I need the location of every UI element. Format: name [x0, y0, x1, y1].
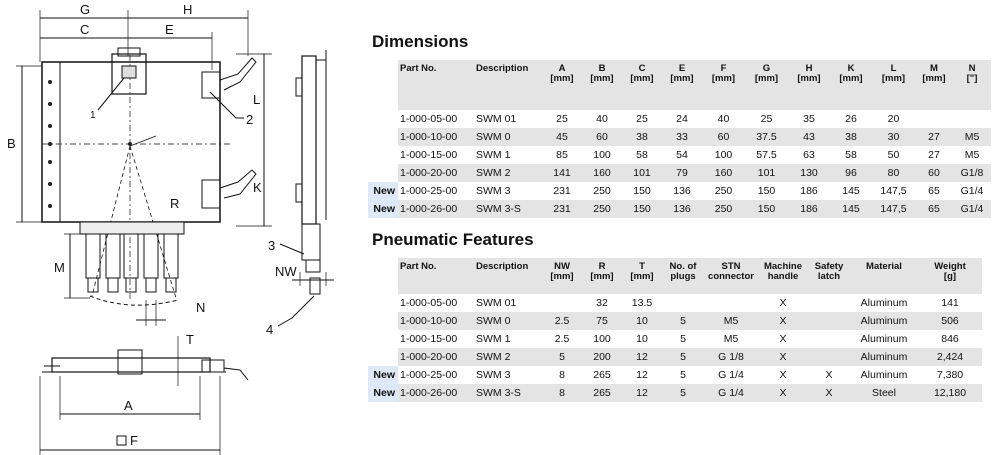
- value-cell: 65: [928, 185, 940, 197]
- column-header: C [mm]: [630, 63, 654, 84]
- value-cell: 101: [757, 167, 776, 179]
- table-row: [368, 164, 991, 182]
- value-cell: M5: [723, 333, 739, 345]
- part-number-cell: 1-000-10-00: [400, 131, 458, 143]
- table-row: [368, 330, 982, 348]
- column-header: A [mm]: [550, 63, 574, 84]
- dimensions-title: Dimensions: [372, 32, 469, 51]
- description-cell: SWM 2: [476, 167, 511, 179]
- label-n: N: [196, 300, 206, 315]
- column-header: E [mm]: [670, 63, 694, 84]
- value-cell: 25: [760, 113, 773, 125]
- value-cell: 100: [593, 149, 611, 161]
- value-cell: [808, 348, 850, 366]
- value-cell: 265: [593, 387, 611, 399]
- column-header: G [mm]: [754, 63, 779, 84]
- callout-2: [210, 92, 244, 118]
- value-cell: 231: [553, 203, 571, 215]
- dimensions-table: [368, 60, 991, 218]
- label-callout-4: 4: [266, 322, 274, 337]
- value-cell: 2.5: [554, 333, 570, 345]
- description-cell: SWM 0: [476, 315, 511, 327]
- value-cell: 250: [593, 203, 611, 215]
- value-cell: 136: [673, 185, 691, 197]
- table-row: [368, 110, 991, 128]
- part-number-cell: 1-000-25-00: [400, 185, 458, 197]
- value-cell: 100: [593, 333, 611, 345]
- value-cell: X: [779, 315, 787, 327]
- new-badge: [368, 330, 398, 348]
- new-badge: [368, 384, 398, 402]
- value-cell: 58: [636, 149, 648, 161]
- value-cell: 160: [714, 167, 733, 179]
- callout-3: [280, 244, 304, 254]
- value-cell: 13.5: [631, 297, 653, 309]
- description-cell: SWM 3: [476, 369, 511, 381]
- value-cell: 12: [636, 351, 648, 363]
- label-a: A: [124, 398, 133, 413]
- value-cell: 5: [680, 387, 686, 399]
- handle-top: [202, 72, 220, 98]
- value-cell: 30: [887, 131, 900, 143]
- part-number-cell: 1-000-05-00: [400, 297, 458, 309]
- header-spacer: [368, 60, 398, 110]
- label-g: G: [80, 2, 91, 17]
- value-cell: 265: [593, 369, 611, 381]
- value-cell: 10: [636, 333, 648, 345]
- column-header: B [mm]: [590, 63, 614, 84]
- new-badge-label: New: [373, 185, 395, 197]
- value-cell: 12,180: [933, 387, 967, 399]
- label-c: C: [80, 22, 90, 37]
- part-number-cell: 1-000-20-00: [400, 351, 458, 363]
- label-k: K: [253, 180, 262, 195]
- value-cell: 25: [636, 113, 648, 125]
- column-header: Part No.: [400, 261, 437, 272]
- value-cell: G 1/8: [718, 351, 744, 363]
- value-cell: 2.5: [554, 315, 570, 327]
- value-cell: 38: [845, 131, 857, 143]
- value-cell: 8: [559, 387, 565, 399]
- description-cell: SWM 2: [476, 351, 511, 363]
- value-cell: [915, 110, 953, 128]
- value-cell: 186: [800, 185, 818, 197]
- header-spacer: [368, 258, 398, 294]
- value-cell: Aluminum: [860, 297, 908, 309]
- label-h: H: [183, 2, 193, 17]
- value-cell: 40: [596, 113, 608, 125]
- value-cell: 75: [596, 315, 608, 327]
- value-cell: 5: [680, 315, 686, 327]
- value-cell: 60: [717, 131, 730, 143]
- value-cell: 54: [676, 149, 688, 161]
- value-cell: 25: [556, 113, 568, 125]
- column-header: Description: [476, 261, 529, 272]
- value-cell: 2,424: [936, 351, 964, 363]
- value-cell: 27: [928, 149, 940, 161]
- value-cell: 45: [556, 131, 568, 143]
- value-cell: 12: [636, 387, 648, 399]
- dimensions-header-row: [368, 60, 991, 110]
- value-cell: 38: [636, 131, 648, 143]
- part-number-cell: 1-000-15-00: [400, 149, 458, 161]
- part-number-cell: 1-000-05-00: [400, 113, 458, 125]
- label-e: E: [165, 22, 174, 37]
- value-cell: 50: [887, 149, 900, 161]
- value-cell: X: [825, 387, 833, 399]
- value-cell: 145: [842, 203, 860, 215]
- table-row: [368, 146, 991, 164]
- value-cell: 65: [928, 203, 940, 215]
- new-badge: [368, 200, 398, 218]
- label-m: M: [54, 260, 65, 275]
- part-number-cell: 1-000-10-00: [400, 315, 458, 327]
- value-cell: 136: [673, 203, 691, 215]
- value-cell: 5: [680, 333, 686, 345]
- value-cell: 101: [633, 167, 651, 179]
- column-header: Safety latch: [814, 261, 844, 282]
- column-header: F [mm]: [711, 63, 736, 84]
- value-cell: 100: [714, 149, 733, 161]
- column-header: Description: [476, 63, 529, 74]
- value-cell: 5: [680, 351, 686, 363]
- column-header: Part No.: [400, 63, 437, 74]
- plate-front-view: [42, 62, 220, 222]
- column-header: L [mm]: [881, 63, 906, 84]
- table-row: [368, 200, 991, 218]
- value-cell: 85: [556, 149, 568, 161]
- value-cell: [662, 294, 704, 312]
- table-row: [368, 294, 982, 312]
- description-cell: SWM 3: [476, 185, 511, 197]
- value-cell: 79: [676, 167, 688, 179]
- new-badge: [368, 294, 398, 312]
- part-number-cell: 1-000-26-00: [400, 387, 458, 399]
- column-header: Machine handle: [763, 261, 802, 282]
- label-l: L: [253, 92, 261, 107]
- label-f: F: [130, 433, 138, 448]
- square-symbol: [117, 436, 126, 445]
- value-cell: G 1/4: [718, 369, 744, 381]
- value-cell: 145: [842, 185, 860, 197]
- value-cell: 160: [593, 167, 611, 179]
- label-nw: NW: [275, 264, 297, 279]
- plug-row: [80, 222, 184, 292]
- value-cell: [808, 294, 850, 312]
- label-callout-3: 3: [268, 238, 276, 253]
- label-t: T: [186, 332, 194, 347]
- part-number-cell: 1-000-20-00: [400, 167, 458, 179]
- value-cell: 80: [887, 167, 900, 179]
- value-cell: 150: [757, 203, 776, 215]
- table-row: [368, 182, 991, 200]
- value-cell: G1/4: [960, 203, 984, 215]
- value-cell: 20: [887, 113, 900, 125]
- handle-bottom: [202, 180, 220, 208]
- value-cell: X: [779, 369, 787, 381]
- part-number-cell: 1-000-26-00: [400, 203, 458, 215]
- value-cell: 43: [803, 131, 815, 143]
- value-cell: Aluminum: [860, 351, 908, 363]
- value-cell: [542, 294, 582, 312]
- value-cell: 150: [757, 185, 776, 197]
- value-cell: X: [825, 369, 833, 381]
- value-cell: 37.5: [756, 131, 777, 143]
- column-header: Weight [g]: [934, 261, 966, 282]
- value-cell: 33: [676, 131, 688, 143]
- value-cell: X: [779, 351, 787, 363]
- new-badge: [368, 128, 398, 146]
- value-cell: 57.5: [756, 149, 777, 161]
- value-cell: Aluminum: [860, 369, 908, 381]
- value-cell: 5: [559, 351, 565, 363]
- value-cell: 26: [845, 113, 857, 125]
- column-header: Material: [866, 261, 902, 272]
- value-cell: 7,380: [936, 369, 964, 381]
- value-cell: 147,5: [880, 185, 907, 197]
- column-header: K [mm]: [839, 63, 863, 84]
- technical-drawing: [0, 0, 360, 455]
- value-cell: M5: [964, 131, 980, 143]
- column-header: H [mm]: [797, 63, 821, 84]
- value-cell: 250: [714, 203, 733, 215]
- description-cell: SWM 0: [476, 131, 511, 143]
- label-r: R: [170, 196, 180, 211]
- description-cell: SWM 01: [476, 297, 517, 309]
- table-row: [368, 312, 982, 330]
- value-cell: G 1/4: [718, 387, 744, 399]
- value-cell: [704, 294, 758, 312]
- column-header: T [mm]: [630, 261, 654, 282]
- description-cell: SWM 3-S: [476, 387, 521, 399]
- plate-side-view: [302, 56, 316, 224]
- new-badge-label: New: [373, 387, 395, 399]
- value-cell: 60: [928, 167, 940, 179]
- value-cell: 5: [680, 369, 686, 381]
- pneumatic-title: Pneumatic Features: [372, 230, 534, 249]
- table-row: [368, 128, 991, 146]
- value-cell: 141: [553, 167, 571, 179]
- callout-4: [278, 296, 314, 326]
- column-header: M [mm]: [922, 63, 946, 84]
- value-cell: X: [779, 387, 787, 399]
- value-cell: 12: [636, 369, 648, 381]
- value-cell: 60: [596, 131, 608, 143]
- value-cell: 506: [941, 315, 959, 327]
- new-badge: [368, 146, 398, 164]
- new-badge: [368, 366, 398, 384]
- value-cell: 27: [928, 131, 940, 143]
- new-badge: [368, 164, 398, 182]
- value-cell: [808, 312, 850, 330]
- new-badge-label: New: [373, 203, 395, 215]
- value-cell: 150: [633, 185, 651, 197]
- value-cell: 130: [800, 167, 818, 179]
- table-row: [368, 348, 982, 366]
- value-cell: 150: [633, 203, 651, 215]
- description-cell: SWM 01: [476, 113, 517, 125]
- value-cell: G1/4: [960, 185, 984, 197]
- part-number-cell: 1-000-15-00: [400, 333, 458, 345]
- column-header: NW [mm]: [550, 261, 574, 282]
- value-cell: Steel: [872, 387, 896, 399]
- value-cell: G1/8: [960, 167, 984, 179]
- value-cell: 96: [845, 167, 857, 179]
- part-number-cell: 1-000-25-00: [400, 369, 458, 381]
- column-header: No. of plugs: [669, 261, 697, 282]
- value-cell: M5: [723, 315, 739, 327]
- value-cell: M5: [964, 149, 980, 161]
- value-cell: [953, 110, 991, 128]
- value-cell: X: [779, 333, 787, 345]
- new-badge: [368, 110, 398, 128]
- label-callout-2: 2: [246, 112, 254, 127]
- value-cell: 32: [596, 297, 608, 309]
- value-cell: X: [779, 297, 787, 309]
- value-cell: 200: [593, 351, 611, 363]
- column-header: STN connector: [708, 261, 754, 282]
- label-b: B: [7, 136, 16, 151]
- value-cell: 8: [559, 369, 565, 381]
- label-callout-1: 1: [90, 110, 96, 121]
- value-cell: 58: [845, 149, 857, 161]
- value-cell: Aluminum: [860, 333, 908, 345]
- value-cell: 40: [717, 113, 730, 125]
- value-cell: 35: [803, 113, 815, 125]
- new-badge: [368, 312, 398, 330]
- description-cell: SWM 1: [476, 149, 511, 161]
- description-cell: SWM 1: [476, 333, 511, 345]
- value-cell: 250: [593, 185, 611, 197]
- table-row: [368, 366, 982, 384]
- value-cell: 10: [636, 315, 648, 327]
- value-cell: 186: [800, 203, 818, 215]
- value-cell: 250: [714, 185, 733, 197]
- new-badge: [368, 348, 398, 366]
- value-cell: Aluminum: [860, 315, 908, 327]
- pneumatic-header-row: [368, 258, 982, 294]
- new-badge-label: New: [373, 369, 395, 381]
- value-cell: 24: [676, 113, 688, 125]
- plate-bottom-view: [52, 358, 210, 372]
- value-cell: 141: [941, 297, 959, 309]
- column-header: R [mm]: [590, 261, 614, 282]
- table-row: [368, 384, 982, 402]
- value-cell: [808, 330, 850, 348]
- radius-arc: [90, 296, 178, 305]
- new-badge: [368, 182, 398, 200]
- column-header: N ["]: [966, 63, 978, 84]
- value-cell: 147,5: [880, 203, 907, 215]
- description-cell: SWM 3-S: [476, 203, 521, 215]
- value-cell: 231: [553, 185, 571, 197]
- value-cell: 63: [803, 149, 815, 161]
- pneumatic-features-table: [368, 258, 982, 402]
- value-cell: 846: [941, 333, 959, 345]
